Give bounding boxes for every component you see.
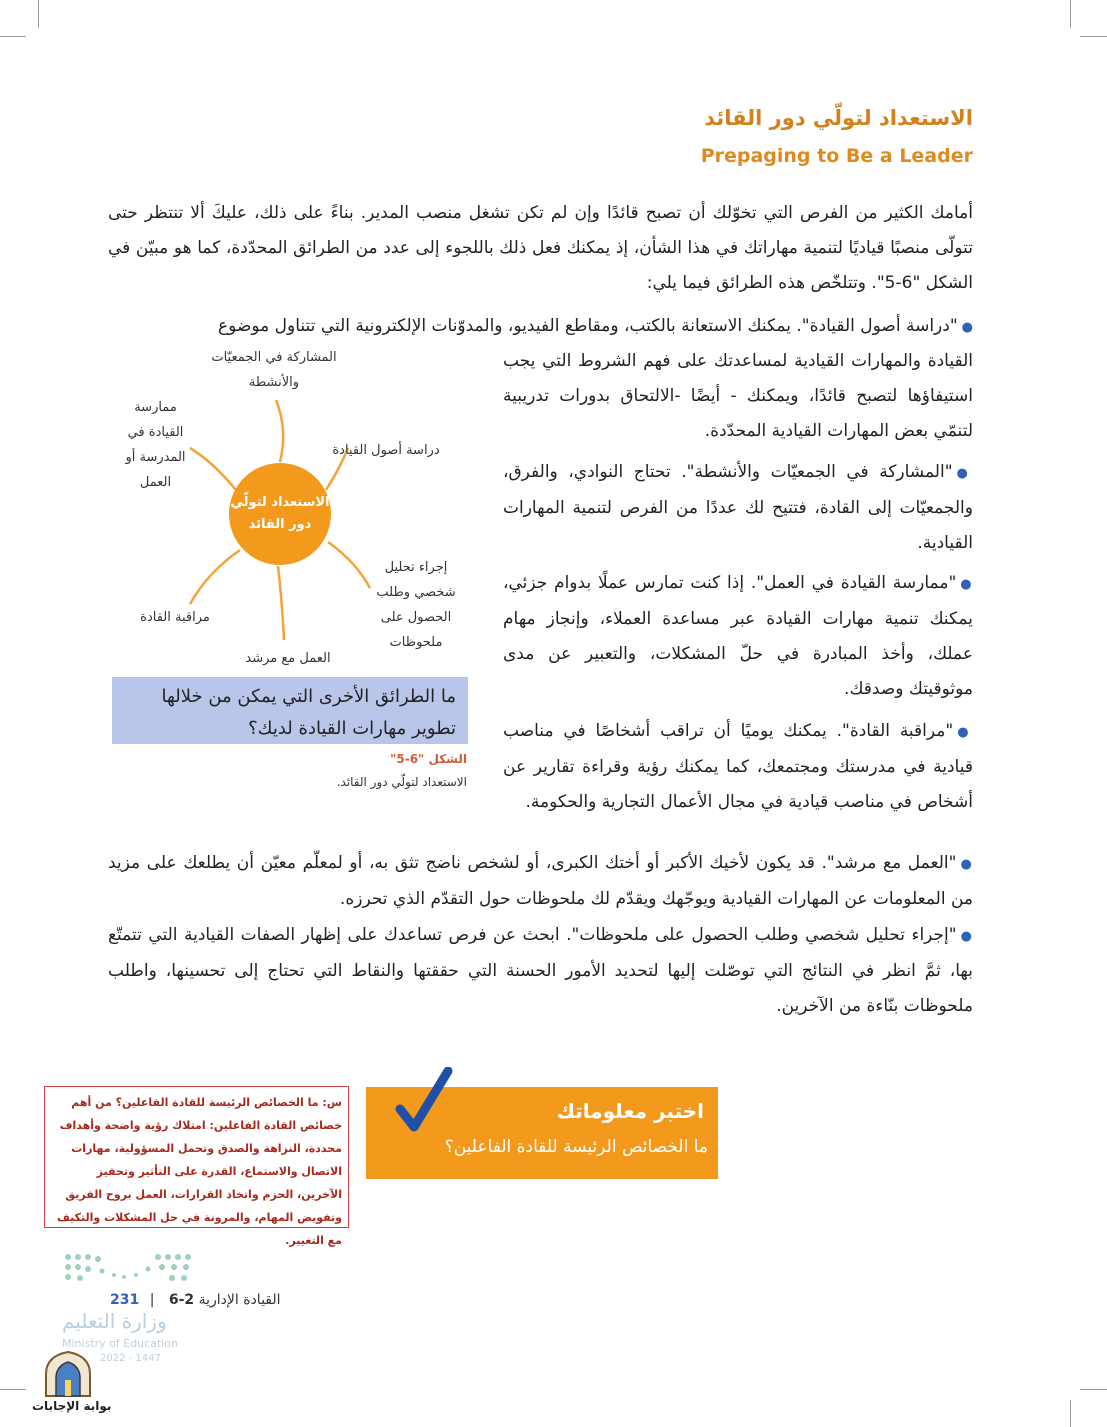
bullet-study-rest: القيادة والمهارات القيادية لمساعدتك على فهم الشروط التي يجب استيفاؤها لتصبح قائدًا، ويمكنك - أيضًا -الالتحاق بدورات تدريبية لتنمّي بعض المهارات القيادية المحدّدة. (503, 351, 973, 441)
crop-mark (0, 36, 26, 37)
footer-section-number: 2-6 (168, 1292, 195, 1308)
connector-analysis (328, 542, 370, 588)
connector-mentor (278, 566, 284, 640)
bullet-participation: ●"المشاركة في الجمعيّات والأنشطة". تحتاج النوادي، والفرق، والجمعيّات إلى القادة، فتتيح لك عددًا من الفرص لتنمية المهارات القيادية. (503, 462, 974, 553)
answer-box: س: ما الخصائص الرئيسة للقادة الفاعلين؟ من أهم خصائص القادة الفاعلين: امتلاك رؤية واضحة وأهداف محددة، النزاهة والصدق وتحمل المسؤولية، مهارات الاتصال والاستماع، القدرة على التأثير وتحفيز الآخرين، الحزم واتخاذ القرارات، العمل بروح الفريق وتفويض المهام، والمرونة في حل المشكلات والتكيف مع التغيير. (44, 1086, 349, 1228)
checkmark-icon (394, 1067, 454, 1137)
crop-mark (1070, 1400, 1071, 1427)
footer-separator: | (149, 1292, 155, 1308)
crop-mark (0, 1389, 26, 1390)
bullet-observe: ●"مراقبة القادة". يمكنك يوميًا أن تراقب أشخاصًا في مناصب قيادية في مدرستك ومجتمعك، كما يمكنك رؤية وقراءة تقارير عن أشخاص في مناصب قيادية في مجال الأعمال التجارية والحكومة. (503, 721, 973, 812)
leadership-diagram (108, 340, 478, 680)
diagram-node-practice: ممارسة القيادة في المدرسة أو العمل (125, 400, 186, 490)
section-title-arabic: الاستعداد لتولّي دور القائد (704, 106, 973, 130)
diagram-node-analysis: إجراء تحليل شخصي وطلب الحصول على ملحوظات (376, 560, 456, 650)
bullet-dot-icon: ● (960, 577, 974, 592)
bullet-dot-icon: ● (960, 929, 974, 944)
page-number: 231 (110, 1292, 140, 1308)
crop-mark (1080, 36, 1107, 37)
diagram-center-node: الاستعداد لتولّي دور القائد (229, 463, 331, 565)
diagram-node-study: دراسة أصول القيادة (332, 443, 440, 458)
section-title-english: Prepaging to Be a Leader (700, 145, 973, 167)
connector-participation (276, 400, 283, 462)
ministry-name-english: Ministry of Education (62, 1337, 179, 1350)
crop-mark (1070, 0, 1071, 28)
watermark-text: بوابة الإجابات (32, 1399, 112, 1413)
figure-caption: الاستعداد لتولّي دور القائد. (336, 775, 467, 789)
page-footer (110, 1292, 281, 1308)
bullet-study-line: ●"دراسة أصول القيادة". يمكنك الاستعانة بالكتب، ومقاطع الفيديو، والمدوّنات الإلكترونية التي تتناول موضوع (218, 316, 973, 336)
discussion-question-box: ما الطرائق الأخرى التي يمكن من خلالها تطوير مهارات القيادة لديك؟ (112, 677, 468, 744)
bullet-dot-icon: ● (957, 725, 973, 740)
bullet-dot-icon: ● (961, 320, 973, 335)
mosque-logo-icon (38, 1350, 98, 1398)
figure-number: الشكل "6-5" (390, 752, 467, 766)
intro-paragraph: أمامك الكثير من الفرص التي تخوّلك أن تصبح قائدًا وإن لم تكن تشغل منصب المدير. بناءً على ذلك، عليكَ ألا تنتظر حتى تتولّى منصبًا قياديًا لتنمية مهاراتك في هذا الشأن، إذ يمكنك فعل ذلك باللجوء إلى عدد من الطرائق المحدّدة، كما هو مبيّن في الشكل "6-5". وتتلخّص هذه الطرائق فيما يلي: (108, 203, 973, 293)
bullet-dot-icon: ● (960, 857, 974, 872)
diagram-node-observe: مراقبة القادة (140, 610, 210, 625)
bullet-analysis: ●"إجراء تحليل شخصي وطلب الحصول على ملحوظات". ابحث عن فرص تساعدك على إظهار الصفات القيادية التي تتمتّع بها، ثمَّ انظر في النتائج التي توصّلت إليها لتحديد الأمور الحسنة التي حققتها والنقاط التي تحتاج إلى تحسينها، واطلب ملحوظات بنّاءة من الآخرين. (108, 925, 974, 1016)
bullet-mentor: ●"العمل مع مرشد". قد يكون لأخيك الأكبر أو أختك الكبرى، أو لشخص ناضج تثق به، أو لمعلّم معيّن أن يطلعك على مزيد من المعلومات عن المهارات القيادية ويوجّهك ويقدّم لك ملحوظات حول التقدّم الذي تحرزه. (108, 853, 974, 909)
ministry-logo-dots (62, 1251, 202, 1285)
ministry-name-arabic: وزارة التعليم (62, 1309, 167, 1333)
quiz-title: اختبر معلوماتك (556, 1099, 704, 1123)
connector-observe (190, 550, 240, 604)
connector-practice (190, 448, 236, 490)
quiz-question: ما الخصائص الرئيسة للقادة الفاعلين؟ (444, 1137, 708, 1157)
bullet-dot-icon: ● (956, 466, 974, 481)
quiz-box (366, 1087, 718, 1179)
crop-mark (38, 0, 39, 28)
diagram-node-mentor: العمل مع مرشد (245, 651, 331, 666)
bullet-practice: ●"ممارسة القيادة في العمل". إذا كنت تمارس عملًا بدوام جزئي، يمكنك تنمية مهارات القيادة عبر مساعدة العملاء، وإنجاز مهام عملك، وأخذ المبادرة في حلّ المشكلات، والتعبير عن مدى موثوقيتك وصدقك. (503, 573, 974, 699)
diagram-node-participation: المشاركة في الجمعيّات والأنشطة (211, 350, 337, 390)
crop-mark (1080, 1389, 1107, 1390)
ministry-year: 2022 - 1447 (100, 1353, 161, 1364)
footer-section-name: القيادة الإدارية (198, 1292, 281, 1308)
